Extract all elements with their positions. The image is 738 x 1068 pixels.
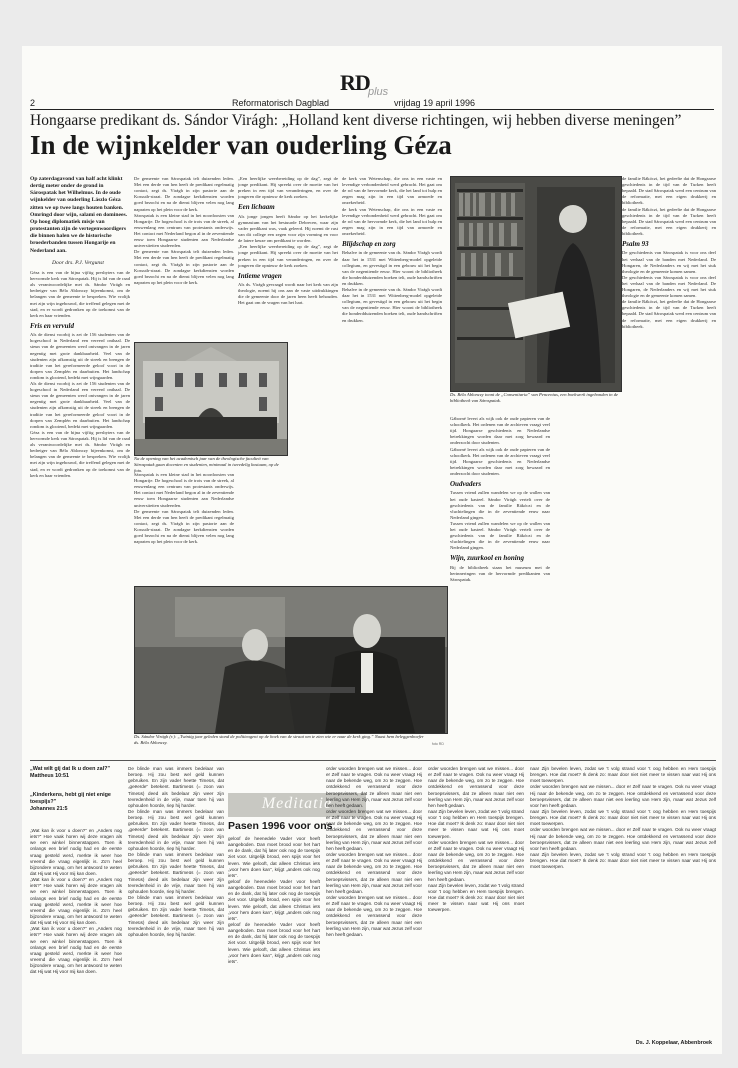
column-text: De blinde man was immers bedelaar van beroep. Hij zou best wel geld kunnen gebruiken. En zijn vader heette Timeüs, dat „geëerde” betekent. Bartimeüs (= zoon van Timeüs) deed als bedelaar zijn weer zijn tevredenheid in de vrije, maar toen hij van ophouden hoorde, riep hij harder. bbox=[128, 894, 224, 937]
column-text: „Een heerlijke weerbereiding op de dag”, zegt de jonge predikant. Hij spreekt over de moeite van het preken in een tijd van veranderingen, en over de jongeren die opnieuw de kerk zoeken. bbox=[238, 244, 338, 268]
column-text: „Een heerlijke weerbereiding op de dag”, zegt de jonge predikant. Hij spreekt over de moeite van het preken in een tijd van veranderingen, en over de jongeren die opnieuw de kerk zoeken. bbox=[238, 176, 338, 200]
article-column-4 bbox=[342, 176, 442, 582]
column-text: order woorden brengen wat we missen... door er Zelf naar te vragen. Ook nu weer vraagt Hij naar de bekende weg, om zo te zeggen. Hoe ontdekkend en verrassend voor deze beroepsvissers, dat ze alleen maar niet een leerling van Hem zijn, maar wat Jezus zelf voor hen heeft gedaan. bbox=[530, 784, 716, 808]
column-text: „Wat kan ik voor u doen?” en „Anders nog iets?” Hoe vaak horen wij deze vragen als we een winkel binnenstappen. Toen ik onlangs een brief nodig had en de eerste vraag gesteld werd, merkte ik weer hoe vreemd die vraag eigenlijk is. Zo'n heel bijzondere vraag, om het antwoord te weten dat Hij wat Hij voor mij kan doen. bbox=[30, 926, 122, 975]
photo-caption-2: Ds. Béla Ablonczy toont de „Consentiaria” van Pencenius, een boekwerk ingebonden in de bibliotheek van Sárospatak. bbox=[450, 392, 619, 403]
column-text: „Wat kan ik voor u doen?” en „Anders nog iets?” Hoe vaak horen wij deze vragen als we een winkel binnenstappen. Toen ik onlangs een brief nodig had en de eerste vraag gesteld werd, merkte ik weer hoe vreemd die vraag eigenlijk is. Zo'n heel bijzondere vraag, om het antwoord te weten dat Hij wat Hij voor mij kan doen. bbox=[30, 877, 122, 926]
article-column-2b bbox=[134, 472, 234, 582]
article-column-3 bbox=[238, 176, 338, 582]
meditation-banner-text: Meditatie bbox=[261, 795, 333, 812]
column-text: order woorden brengen wat we missen... door er Zelf naar te vragen. Ook nu weer vraagt Hij naar de bekende weg, om zo te zeggen. Hoe ontdekkend en verrassend voor deze beroepsvissers, dat ze alleen maar niet een leerling van Hem zijn, maar wat Jezus zelf voor hen heeft gedaan. bbox=[428, 766, 524, 808]
article-byline: Door drs. P.J. Vergunst bbox=[52, 260, 104, 266]
column-text: de familie Rákóczi, het gedeelte dat de Hongaarse geschiedenis in de tijd van de Turken heeft bepaald. De stad Sárospatak werd een centrum van de reformatie, met een eigen drukkerij en bibliotheek. bbox=[622, 176, 716, 206]
quote-ref: Johannes 21:5 bbox=[30, 806, 68, 813]
column-text: Als jonge jongen heeft Sándor op het kerkelijke gymnasium van het bestuurde Debrecen, waar zijn vader predikant was, vaak geleerd. Hij noemt de rust van dit college een zegen voor zijn vorming en voor de latere keuze om predikant te worden. bbox=[238, 213, 338, 244]
column-text: order woorden brengen wat we missen... door er Zelf naar te vragen. Ook nu weer vraagt Hij naar de bekende weg, om zo te zeggen. Hoe ontdekkend en verrassend voor deze beroepsvissers, dat ze alleen maar niet een leerling van Hem zijn, maar wat Jezus zelf voor hen heeft gedaan. bbox=[326, 808, 422, 851]
meditation-title: Pasen 1996 voor ons bbox=[228, 820, 333, 832]
column-text: Bij de bibliotheek staan het museum met de herinneringen van de hervormde predikanten van Sárospatak. bbox=[450, 564, 550, 582]
meditation-quote-2 bbox=[30, 792, 122, 813]
column-text: „Wat kan ik voor u doen?” en „Anders nog iets?” Hoe vaak horen wij deze vragen als we een winkel binnenstappen. Toen ik onlangs een brief nodig had en de eerste vraag gesteld werd, merkte ik weer hoe vreemd die vraag eigenlijk is. Zo'n heel bijzondere vraag, om het antwoord te weten dat Hij wat Hij voor mij kan doen. bbox=[30, 828, 122, 876]
library-photo-icon bbox=[451, 177, 621, 391]
photo-credit: foto RD bbox=[432, 742, 444, 746]
paper-logo-suffix: plus bbox=[368, 86, 389, 98]
column-text: De blinde man was immers bedelaar van beroep. Hij zou best wel geld kunnen gebruiken. En zijn vader heette Timeüs, dat „geëerde” betekent. Bartimeüs (= zoon van Timeüs) deed als bedelaar zijn weer zijn tevredenheid in de vrije, maar toen hij van ophouden hoorde, riep hij harder. bbox=[128, 808, 224, 851]
column-subhead: Psalm 93 bbox=[622, 240, 649, 249]
meditation-column-1 bbox=[30, 828, 122, 1036]
column-text: order woorden brengen wat we missen... door er Zelf naar te vragen. Ook nu weer vraagt Hij naar de bekende weg, om zo te zeggen. Hoe ontdekkend en verrassend voor deze beroepsvissers, dat ze alleen maar niet een leerling van Hem zijn, maar wat Jezus zelf voor hen heeft gedaan. bbox=[326, 851, 422, 894]
meditation-quote-1 bbox=[30, 766, 122, 780]
column-text: Als de dienst voorbij is zet de 156 studenten van de hogeschool in Nederland een vereerd onthaal. De steun van de gemeenten werd ontvangen in de jaren negentig met grote dankbaarheid. Veel van de studenten zijn afkomstig uit de streek en brengen de traditie van het gereformeerde geloof voort in de dorpen van Zemplén en daarbuiten. Het landschap rondom is glooiend, bedekt met wijngaarden. bbox=[30, 332, 130, 380]
column-text: geloof de heenedele Vader voor heeft aangeboden. Dan moet brood voor het hart en de dank, dat hij later ook nog de toespijs ziet voor. Uitgelijk brood, een spijs voor het leven. Wie gelooft, dat alleen Christus iets „voor hem doen kan”, krijgt „anders ook nog iets”. bbox=[228, 836, 320, 878]
column-text: naar Zijn bevelen leven, zodat we 't volg strand voor 't oog hebben en Hem toespijs brengen. Hoe dat moet? Ik denk zo: maar door niet niet meer te vissen naar wat Hij ons moet toewerpen. bbox=[428, 808, 524, 839]
paper-name: Reformatorisch Dagblad bbox=[232, 98, 330, 108]
column-text: Behalve in de gemeente van ds. Sándor Virágh wordt daar het in 1531 met Wittenberg-model opgeleide collegium, en gevestigd in een gebouw uit het begin van de negentiende eeuw. Hier woont de bibliotheek die honderdduizenden boeken telt, oude handschriften en drukken. bbox=[342, 250, 442, 286]
column-text: De geschiedenis van Sárospatak is voor ons deel het verhaal van de banden met Nederland. De Hongaren, de Nederlanders en wij met het stuk theologie en de gemeente komen samen. bbox=[622, 250, 716, 274]
top-rule bbox=[30, 109, 714, 110]
column-text: de familie Rákóczi, het gedeelte dat de Hongaarse geschiedenis in de tijd van de Turken heeft bepaald. De stad Sárospatak werd een centrum van de reformatie, met een eigen drukkerij en bibliotheek. bbox=[622, 299, 716, 329]
column-text: Tussen vriend zullen wandelen we op de wallen van het oude kasteel. Sándor Virágh vertelt over de geschiedenis van de familie Rákóczi en de vluchtelingen die in de zeventiende eeuw naar Nederland gingen. bbox=[450, 520, 550, 551]
column-text: naar Zijn bevelen leven, zodat we 't volg strand voor 't oog hebben en Hem toespijs brengen. Hoe dat moet? Ik denk zo: maar door niet niet meer te vissen naar wat Hij ons moet toewerpen. bbox=[428, 882, 524, 913]
article-column-6 bbox=[622, 176, 716, 726]
quote-text: „Kinderkens, hebt gij niet enige toespijs?” bbox=[30, 792, 111, 806]
column-text: naar Zijn bevelen leven, zodat we 't volg strand voor 't oog hebben en Hem toespijs brengen. Hoe dat moet? Ik denk zo: maar door niet niet meer te vissen naar wat Hij ons moet toewerpen. bbox=[530, 851, 716, 870]
column-text: order woorden brengen wat we missen... door er Zelf naar te vragen. Ook nu weer vraagt Hij naar de bekende weg, om zo te zeggen. Hoe ontdekkend en verrassend voor deze beroepsvissers, dat ze alleen maar niet een leerling van Hem zijn, maar wat Jezus zelf voor hen heeft gedaan. bbox=[326, 894, 422, 937]
column-text: De gemeente van Sárospatak telt duizenden leden. Met een derde van hen heeft de predikant regelmatig contact, zegt ds. Virágh in zijn pastorie aan de Kossuth-straat. De zondagse kerkdiensten worden goed bezocht en na de dienst blijven velen nog lang napraten op het plein voor de kerk. bbox=[134, 249, 234, 285]
meditation-column-4 bbox=[326, 766, 422, 1036]
article-column-2 bbox=[134, 176, 234, 340]
photo-caption-3: Ds. Sándor Virágh (r.): „Twintig jaar geleden stond de politieagent op de hoek van de straat om te zien wie er naar de kerk ging.” Naast hem beleggenboefer ds. Béla Ablonczy. bbox=[134, 734, 424, 745]
column-text: Gáborné levert als wijk ook de oude papieren van de schoolkerk. Het ordenen van de archieven vraagt veel tijd. Hongaarse geschiedenis en Nederlandse betrekkingen worden daar met zorg bewaard en onderzocht door studenten. bbox=[450, 416, 550, 446]
column-text: De geschiedenis van Sárospatak is voor ons deel het verhaal van de banden met Nederland. De Hongaren, de Nederlanders en wij met het stuk theologie en de gemeente komen samen. bbox=[622, 274, 716, 299]
column-text: De blinde man was immers bedelaar van beroep. Hij zou best wel geld kunnen gebruiken. En zijn vader heette Timeüs, dat „geëerde” betekent. Bartimeüs (= zoon van Timeüs) deed als bedelaar zijn weer zijn tevredenheid in de vrije, maar toen hij van ophouden hoorde, riep hij harder. bbox=[128, 851, 224, 894]
column-text: Sárospatak is een kleine stad in het noordoosten van Hongarije. De hogeschool is de trots van de streek, al eeuwenlang een centrum van protestants onderwijs. Het contact met Nederland begon al in de zeventiende eeuw toen Hongaarse studenten aan Nederlandse universiteiten studeerden. bbox=[134, 472, 234, 508]
photo-caption-1: Na de opening van het academisch jaar van de theologische faculteit van Sárospatak gaan docenten en studenten, minimaal in tweedelig kostuum, op de foto. bbox=[134, 456, 279, 473]
column-text: Géza is een van de bijna vijftig presbyters van de hervormde kerk van Sárospatak. Hij is lid van de raad als verantwoordelijke met ds. Sándor Virágh en bedreiger van Béla Ablonczy bijeenkomst, om de belangen van de gemeente te bespreken. Wie vrolijk met zijn wijn ingebouwd, die treffend gelegen met de stad, en er wordt gedronken op de toekomst van de kerk en haar vrienden. bbox=[30, 429, 130, 478]
column-text: order woorden brengen wat we missen... door er Zelf naar te vragen. Ook nu weer vraagt Hij naar de bekende weg, om zo te zeggen. Hoe ontdekkend en verrassend voor deze beroepsvissers, dat ze alleen maar niet een leerling van Hem zijn, maar wat Jezus zelf voor hen heeft gedaan. bbox=[530, 827, 716, 851]
meditation-column-2 bbox=[128, 766, 224, 1036]
article-lead: Op zaterdagavond van half acht klinkt dertig meter onder de grond in Sárospatak het Wilhelmus. In de oude wijnkelder van ouderling Lászlo Géza zitten we op twee langs houten banken. Omringd door wijn, salami en dominees. Op hoog diplomatiek misje van protestanten zijn de vertegenwoordigers die binnen halen we de historische broederbanden tussen Hongarije en Nederland aan. bbox=[30, 176, 128, 254]
article-headline: In de wijnkelder van ouderling Géza bbox=[30, 130, 452, 160]
section-divider bbox=[30, 760, 716, 761]
article-column-1 bbox=[30, 270, 130, 732]
photo-two-men bbox=[134, 586, 448, 734]
column-text: de kerk van Wetenschap, die ons in een vaste en levendige verbondenheid werd gebracht. Het gaat om de rol van de hervormde kerk, die het land tot hulp en zegen mag zijn in een tijd van armoede en onzekerheid. bbox=[342, 176, 442, 206]
column-text: Als de dienst voorbij is zet de 156 studenten van de hogeschool in Nederland een vereerd onthaal. De steun van de gemeenten werd ontvangen in de jaren negentig met grote dankbaarheid. Veel van de studenten zijn afkomstig uit de streek en brengen de traditie van het gereformeerde geloof voort in de dorpen van Zemplén en daarbuiten. Het landschap rondom is glooiend, bedekt met wijngaarden. bbox=[30, 381, 130, 429]
column-text: Als ds. Virágh gevraagd wordt naar het kerk van zijn theologie, noemt hij ons aan de vaste uitdrukkingen die de gemeente door de jaren heen heeft behouden. Het gaat om de vragen van het hart. bbox=[238, 282, 338, 306]
column-text: order woorden brengen wat we missen... door er Zelf naar te vragen. Ook nu weer vraagt Hij naar de bekende weg, om zo te zeggen. Hoe ontdekkend en verrassend voor deze beroepsvissers, dat ze alleen maar niet een leerling van Hem zijn, maar wat Jezus zelf voor hen heeft gedaan. bbox=[326, 766, 422, 808]
column-text: Tussen vriend zullen wandelen we op de wallen van het oude kasteel. Sándor Virágh vertelt over de geschiedenis van de familie Rákóczi en de vluchtelingen die in de zeventiende eeuw naar Nederland gingen. bbox=[450, 490, 550, 520]
meditation-signature: Ds. J. Koppelaar, Abbenbroek bbox=[635, 1040, 712, 1046]
interview-photo-icon bbox=[135, 587, 447, 733]
meditation-column-5 bbox=[428, 766, 524, 1036]
newspaper-page bbox=[22, 46, 722, 1054]
column-text: naar Zijn bevelen leven, zodat we 't volg strand voor 't oog hebben en Hem toespijs brengen. Hoe dat moet? Ik denk zo: maar door niet niet meer te vissen naar wat Hij ons moet toewerpen. bbox=[530, 766, 716, 784]
column-subhead: Fris en vervuld bbox=[30, 321, 74, 330]
article-kicker: Hongaarse predikant ds. Sándor Virágh: „Holland kent diverse richtingen, wij hebben diverse meningen” bbox=[30, 112, 682, 129]
column-text: De blinde man was immers bedelaar van beroep. Hij zou best wel geld kunnen gebruiken. En zijn vader heette Timeüs, dat „geëerde” betekent. Bartimeüs (= zoon van Timeüs) deed als bedelaar zijn weer zijn tevredenheid in de vrije, maar toen hij van ophouden hoorde, riep hij harder. bbox=[128, 766, 224, 808]
column-text: Gáborné levert als wijk ook de oude papieren van de schoolkerk. Het ordenen van de archieven vraagt veel tijd. Hongaarse geschiedenis en Nederlandse betrekkingen worden daar met zorg bewaard en onderzocht door studenten. bbox=[450, 446, 550, 476]
column-text: order woorden brengen wat we missen... door er Zelf naar te vragen. Ook nu weer vraagt Hij naar de bekende weg, om zo te zeggen. Hoe ontdekkend en verrassend voor deze beroepsvissers, dat ze alleen maar niet een leerling van Hem zijn, maar wat Jezus zelf voor hen heeft gedaan. bbox=[428, 839, 524, 882]
column-text: naar Zijn bevelen leven, zodat we 't volg strand voor 't oog hebben en Hem toespijs brengen. Hoe dat moet? Ik denk zo: maar door niet niet meer te vissen naar wat Hij ons moet toewerpen. bbox=[530, 808, 716, 827]
quote-ref: Mattheus 10:51 bbox=[30, 773, 69, 780]
column-text: Sárospatak is een kleine stad in het noordoosten van Hongarije. De hogeschool is de trots van de streek, al eeuwenlang een centrum van protestants onderwijs. Het contact met Nederland begon al in de zeventiende eeuw toen Hongaarse studenten aan Nederlandse universiteiten studeerden. bbox=[134, 212, 234, 249]
column-subhead: Intieme vragen bbox=[238, 271, 282, 280]
column-text: geloof de heenedele Vader voor heeft aangeboden. Dan moet brood voor het hart en de dank, dat hij later ook nog de toespijs ziet voor. Uitgelijk brood, een spijs voor het leven. Wie gelooft, dat alleen Christus iets „voor hem doen kan”, krijgt „anders ook nog iets”. bbox=[228, 878, 320, 921]
column-subhead: Oudvaders bbox=[450, 480, 482, 489]
photo-library bbox=[450, 176, 622, 392]
paper-date: vrijdag 19 april 1996 bbox=[394, 98, 476, 108]
column-text: de familie Rákóczi, het gedeelte dat de Hongaarse geschiedenis in de tijd van de Turken heeft bepaald. De stad Sárospatak werd een centrum van de reformatie, met een eigen drukkerij en bibliotheek. bbox=[622, 206, 716, 236]
column-subhead: Blijdschap en zorg bbox=[342, 240, 396, 249]
column-subhead: Een lichaam bbox=[238, 203, 275, 212]
paper-logo: RD bbox=[340, 70, 370, 95]
meditation-column-6 bbox=[530, 766, 716, 1036]
column-text: De gemeente van Sárospatak telt duizenden leden. Met een derde van hen heeft de predikant regelmatig contact, zegt ds. Virágh in zijn pastorie aan de Kossuth-straat. De zondagse kerkdiensten worden goed bezocht en na de dienst blijven velen nog lang napraten op het plein voor de kerk. bbox=[134, 508, 234, 545]
column-text: geloof de heenedele Vader voor heeft aangeboden. Dan moet brood voor het hart en de dank, dat hij later ook nog de toespijs ziet voor. Uitgelijk brood, een spijs voor het leven. Wie gelooft, dat alleen Christus iets „voor hem doen kan”, krijgt „anders ook nog iets”. bbox=[228, 921, 320, 964]
quote-text: „Wat wilt gij dat Ik u doen zal?” bbox=[30, 766, 111, 772]
column-subhead: Wijn, zuurkool en honing bbox=[450, 554, 525, 563]
meditation-column-3 bbox=[228, 836, 320, 1036]
article-column-5 bbox=[450, 416, 550, 726]
column-text: De gemeente van Sárospatak telt duizenden leden. Met een derde van hen heeft de predikant regelmatig contact, zegt ds. Virágh in zijn pastorie aan de Kossuth-straat. De zondagse kerkdiensten worden goed bezocht en na de dienst blijven velen nog lang napraten op het plein voor de kerk. bbox=[134, 176, 234, 212]
column-text: de kerk van Wetenschap, die ons in een vaste en levendige verbondenheid werd gebracht. Het gaat om de rol van de hervormde kerk, die het land tot hulp en zegen mag zijn in een tijd van armoede en onzekerheid. bbox=[342, 206, 442, 236]
column-text: Géza is een van de bijna vijftig presbyters van de hervormde kerk van Sárospatak. Hij is lid van de raad als verantwoordelijke met ds. Sándor Virágh en bedreiger van Béla Ablonczy bijeenkomst, om de belangen van de gemeente te bespreken. Wie vrolijk met zijn wijn ingebouwd, die treffend gelegen met de stad, en er wordt gedronken op de toekomst van de kerk en haar vrienden. bbox=[30, 270, 130, 318]
column-text: Behalve in de gemeente van ds. Sándor Virágh wordt daar het in 1531 met Wittenberg-model opgeleide collegium, en gevestigd in een gebouw uit het begin van de negentiende eeuw. Hier woont de bibliotheek die honderdduizenden boeken telt, oude handschriften en drukken. bbox=[342, 287, 442, 323]
page-number: 2 bbox=[30, 98, 36, 108]
